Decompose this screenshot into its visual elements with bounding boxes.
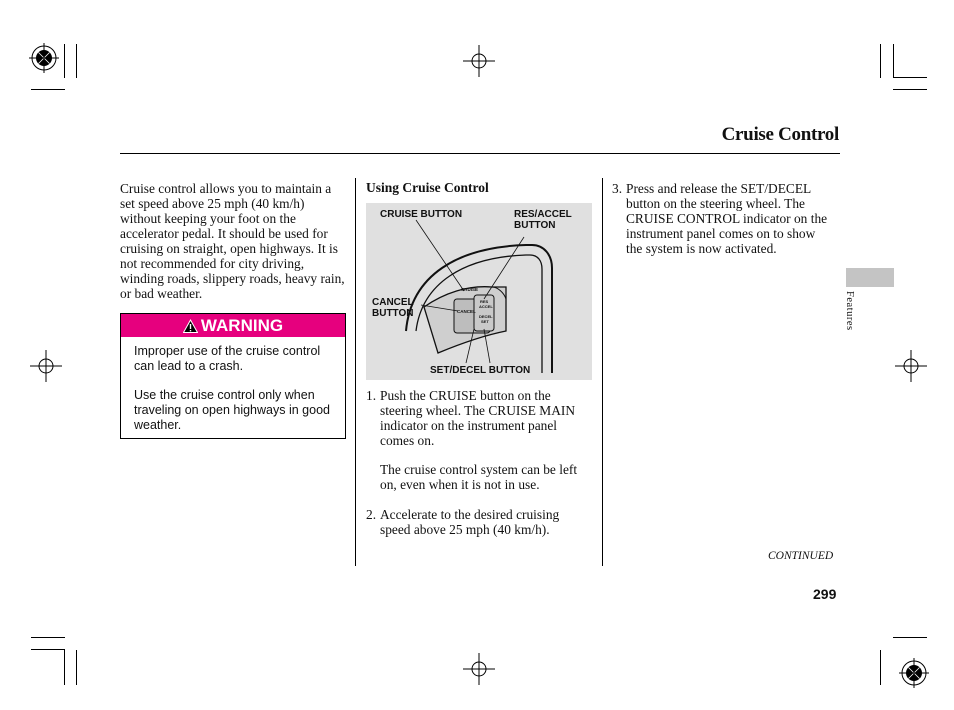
warning-paragraph: Improper use of the cruise control can lead to a crash. (134, 344, 321, 373)
btn-res-label: RES (480, 299, 489, 304)
crosshair-top-icon (463, 45, 495, 77)
warning-box (120, 313, 346, 439)
title-rule (120, 153, 840, 154)
section-tab (846, 268, 894, 287)
continued-label: CONTINUED (768, 550, 834, 562)
intro-paragraph: Cruise control allows you to maintain a set speed above 25 mph (40 km/h) without keeping your foot on the accelerator pedal. It should be used for cruising on straight, open highways. It is not recommended for city driving, winding roads, slippery roads, heavy rain, or bad weather. (120, 181, 345, 301)
warning-paragraph: Use the cruise control only when traveling on open highways in good weather. (134, 388, 330, 432)
btn-set-label: SET (481, 319, 489, 324)
warning-triangle-icon (183, 319, 198, 333)
btn-accel-label: ACCEL (479, 304, 493, 309)
cruise-button-label: CRUISE BUTTON (380, 209, 463, 220)
warning-header (121, 314, 345, 337)
step-text: Accelerate to the desired cruising speed above 25 mph (40 km/h). (380, 507, 560, 537)
btn-decel-label: DECEL (479, 314, 493, 319)
steering-wheel-figure (366, 203, 592, 380)
crosshair-right-icon (895, 350, 927, 382)
column-divider-right (602, 178, 603, 566)
btn-cruise-label: CRUISE (461, 287, 479, 292)
step-text: Push the CRUISE button on the steering wheel. The CRUISE MAIN indicator on the instrument panel comes on. (380, 388, 576, 448)
cancel-button-label: CANCEL BUTTON (372, 297, 414, 319)
page-title: Cruise Control (721, 124, 839, 145)
crosshair-bottom-icon (463, 653, 495, 685)
section-tab-label: Features (844, 291, 855, 331)
step-text: The cruise control system can be left on, even when it is not in use. (380, 462, 578, 492)
section-heading: Using Cruise Control (366, 180, 489, 195)
step-number: 1. (366, 388, 377, 403)
step-text: Press and release the SET/DECEL button on the steering wheel. The CRUISE CONTROL indicator on the instrument panel comes on to show the system is now activated. (626, 181, 828, 256)
column-divider-left (355, 178, 356, 566)
step-number: 2. (366, 507, 377, 522)
registration-target-bottom-right-icon (899, 658, 929, 688)
crosshair-left-icon (30, 350, 62, 382)
step-number: 3. (612, 181, 623, 196)
res-accel-button-label: RES/ACCEL BUTTON (514, 209, 572, 231)
warning-title: WARNING (200, 316, 284, 335)
set-decel-button-label: SET/DECEL BUTTON (430, 365, 531, 376)
page-number: 299 (813, 586, 837, 602)
registration-target-top-left-icon (29, 43, 59, 73)
btn-cancel-label: CANCEL (457, 309, 476, 314)
